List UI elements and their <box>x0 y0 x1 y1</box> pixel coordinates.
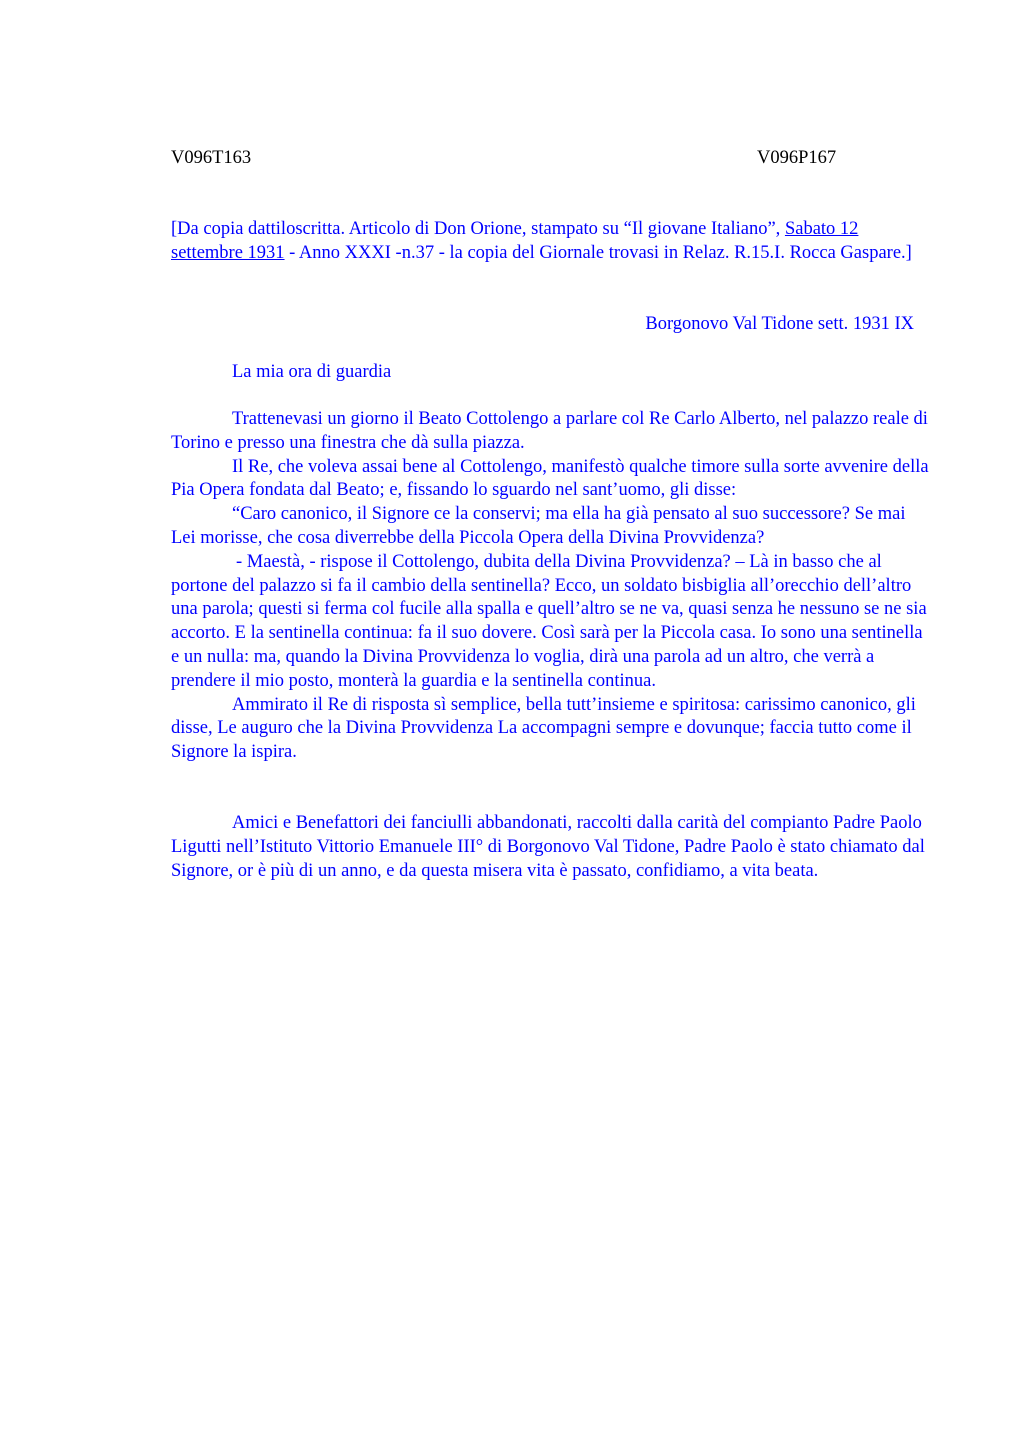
intro-date-link[interactable]: Sabato 12 settembre 1931 <box>171 219 859 263</box>
paragraph: “Caro canonico, il Signore ce la conservi; ma ella ha già pensato al suo successore? Se mai Lei morisse, che cosa diverrebbe della Piccola Opera della Divina Provvidenza? <box>171 504 906 548</box>
article-body <box>171 408 931 765</box>
paragraph: Trattenevasi un giorno il Beato Cottolengo a parlare col Re Carlo Alberto, nel palazzo reale di Torino e presso una finestra che dà sulla piazza. <box>171 409 928 453</box>
article-title: La mia ora di guardia <box>232 362 392 382</box>
closing-paragraph: Amici e Benefattori dei fanciulli abbandonati, raccolti dalla carità del compianto Padre Paolo Ligutti nell’Istituto Vittorio Emanuele III° di Borgonovo Val Tidone, Padre Paolo è stato chiamato dal Signore, or è più di un anno, e da questa misera vita è passato, confidiamo, a vita beata. <box>171 813 925 881</box>
paragraph: Il Re, che voleva assai bene al Cottolengo, manifestò qualche timore sulla sorte avvenire della Pia Opera fondata dal Beato; e, fissando lo sguardo nel sant’uomo, gli disse: <box>171 456 929 501</box>
dateline: Borgonovo Val Tidone sett. 1931 IX <box>645 314 914 334</box>
paragraph: Ammirato il Re di risposta sì semplice, bella tutt’insieme e spiritosa: carissimo canonico, gli disse, Le auguro che la Divina Provvidenza La accompagni sempre e dovunque; faccia tutto come il Signore la ispira. <box>171 694 916 763</box>
intro-text-after: - Anno XXXI -n.37 - la copia del Giornale trovasi in Relaz. R.15.I. Rocca Gaspare.] <box>284 242 912 263</box>
intro-text-before: [Da copia dattiloscritta. Articolo di Don Orione, stampato su “Il giovane Italiano”, <box>171 219 785 239</box>
intro-note <box>171 218 931 266</box>
document-code-left: V096T163 <box>171 148 252 168</box>
paragraph: - Maestà, - rispose il Cottolengo, dubita della Divina Provvidenza? – Là in basso che al portone del palazzo si fa il cambio della sentinella? Ecco, un soldato bisbiglia all’orecchio dell’altro una parola; questi si ferma col fucile alla spalla e quell’altro se ne va, quasi senza he nessuno se ne sia accorto. E la sentinella continua: fa il suo dovere. Così sarà per la Piccola casa. Io sono una sentinella e un nulla: ma, quando la Divina Provvidenza lo voglia, dirà una parola ad un altro, che verrà a prendere il mio posto, monterà la guardia e la sentinella continua. <box>171 551 927 691</box>
document-code-right: V096P167 <box>757 148 837 168</box>
